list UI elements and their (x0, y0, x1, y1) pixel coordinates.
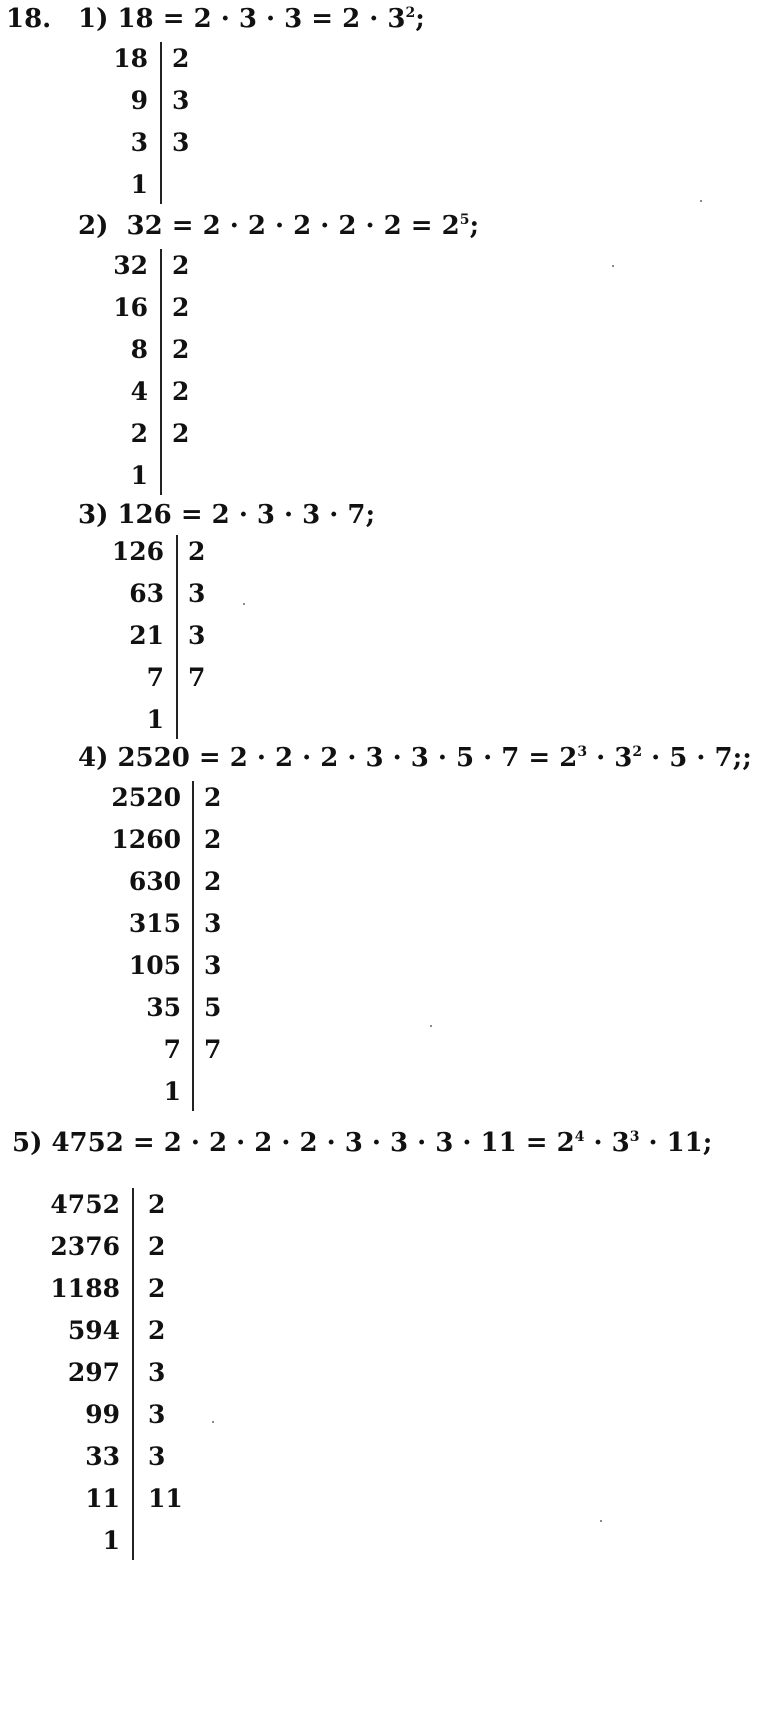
prime-factor: 2 (188, 537, 206, 566)
prime-factor: 2 (172, 293, 190, 322)
prime-factor: 7 (204, 1035, 222, 1064)
equals-sign: = (311, 4, 334, 34)
dividend-value: 297 (67, 1358, 120, 1387)
dividend-value: 11 (85, 1484, 120, 1513)
prime-factor: 2 (172, 251, 190, 280)
prime-product: 2 · 2 · 2 · 2 · 3 · 3 · 3 · 11 (163, 1128, 517, 1158)
equation-3 (78, 500, 375, 530)
prime-product: 2 · 3 · 3 (193, 4, 303, 34)
equation-lhs: 126 (117, 500, 172, 530)
equals-sign: = (198, 743, 221, 773)
power-form: $2^5$; (441, 211, 480, 241)
dividend-value: 1260 (111, 825, 181, 854)
prime-factor: 3 (148, 1400, 166, 1429)
prime-factor: 3 (188, 621, 206, 650)
equals-sign: = (162, 4, 185, 34)
dividend-value: 594 (67, 1316, 120, 1345)
equals-sign: = (525, 1128, 548, 1158)
equals-sign: = (528, 743, 551, 773)
dividend-value: 7 (146, 663, 164, 692)
prime-factor: 2 (148, 1274, 166, 1303)
prime-product: 2 · 2 · 2 · 2 · 2 (202, 211, 402, 241)
prime-factor: 5 (204, 993, 222, 1022)
dividend-value: 105 (128, 951, 181, 980)
dividend-value: 1 (130, 170, 148, 199)
equals-sign: = (132, 1128, 155, 1158)
prime-product: 2 · 3 · 3 · 7; (211, 500, 376, 530)
dividend-value: 8 (130, 335, 148, 364)
exercise-number: 18. (6, 4, 52, 34)
prime-factor: 2 (148, 1232, 166, 1261)
equation-lhs: 4752 (51, 1128, 124, 1158)
dividend-value: 9 (130, 86, 148, 115)
equation-4 (78, 743, 752, 773)
problem-label: 1) (78, 4, 109, 34)
dividend-value: 2 (130, 419, 148, 448)
dividend-value: 2376 (50, 1232, 120, 1261)
prime-factor: 2 (204, 825, 222, 854)
problem-label: 5) (12, 1128, 43, 1158)
dividend-value: 63 (129, 579, 164, 608)
equation-lhs: 18 (117, 4, 154, 34)
prime-factor: 2 (204, 867, 222, 896)
equals-sign: = (410, 211, 433, 241)
problem-label: 3) (78, 500, 109, 530)
prime-factor: 2 (148, 1190, 166, 1219)
equation-5 (12, 1128, 712, 1158)
dividend-value: 32 (113, 251, 148, 280)
dividend-value: 3 (130, 128, 148, 157)
division-line (176, 535, 178, 739)
dividend-value: 1 (130, 461, 148, 490)
dividend-value: 315 (128, 909, 181, 938)
prime-factor: 3 (172, 128, 190, 157)
dividend-value: 99 (85, 1400, 120, 1429)
equals-sign: = (171, 211, 194, 241)
prime-factor: 3 (172, 86, 190, 115)
dividend-value: 16 (113, 293, 148, 322)
equation-lhs: 32 (126, 211, 163, 241)
prime-factor: 2 (172, 419, 190, 448)
dividend-value: 1 (146, 705, 164, 734)
prime-factor: 2 (204, 783, 222, 812)
prime-factor: 2 (148, 1316, 166, 1345)
equation-1 (78, 4, 425, 34)
division-line (160, 249, 162, 495)
equals-sign: = (180, 500, 203, 530)
dividend-value: 1 (102, 1526, 120, 1555)
problem-label: 4) (78, 743, 109, 773)
dividend-value: 2520 (111, 783, 181, 812)
dividend-value: 630 (128, 867, 181, 896)
dividend-value: 4 (130, 377, 148, 406)
prime-factor: 2 (172, 335, 190, 364)
power-form: $2^3 \cdot 3^2 \cdot 5 \cdot 7$;; (559, 743, 752, 773)
dividend-value: 4752 (50, 1190, 120, 1219)
prime-product: 2 · 2 · 2 · 3 · 3 · 5 · 7 (229, 743, 520, 773)
equation-2 (78, 211, 479, 241)
prime-factor: 3 (204, 951, 222, 980)
prime-factor: 3 (148, 1442, 166, 1471)
division-line (132, 1188, 134, 1560)
prime-factor: 11 (148, 1484, 183, 1513)
dividend-value: 33 (85, 1442, 120, 1471)
prime-factor: 3 (188, 579, 206, 608)
prime-factor: 3 (148, 1358, 166, 1387)
power-form: $2^4 \cdot 3^3 \cdot 11$; (556, 1128, 713, 1158)
prime-factor: 3 (204, 909, 222, 938)
division-line (160, 42, 162, 204)
prime-factor: 2 (172, 44, 190, 73)
dividend-value: 21 (129, 621, 164, 650)
dividend-value: 126 (111, 537, 164, 566)
division-line (192, 781, 194, 1111)
dividend-value: 1188 (50, 1274, 120, 1303)
dividend-value: 1 (163, 1077, 181, 1106)
problem-label: 2) (78, 211, 109, 241)
prime-factor: 7 (188, 663, 206, 692)
equation-lhs: 2520 (117, 743, 190, 773)
dividend-value: 7 (163, 1035, 181, 1064)
power-form: $2 \cdot 3^2$; (342, 4, 425, 34)
dividend-value: 35 (146, 993, 181, 1022)
prime-factor: 2 (172, 377, 190, 406)
dividend-value: 18 (113, 44, 148, 73)
